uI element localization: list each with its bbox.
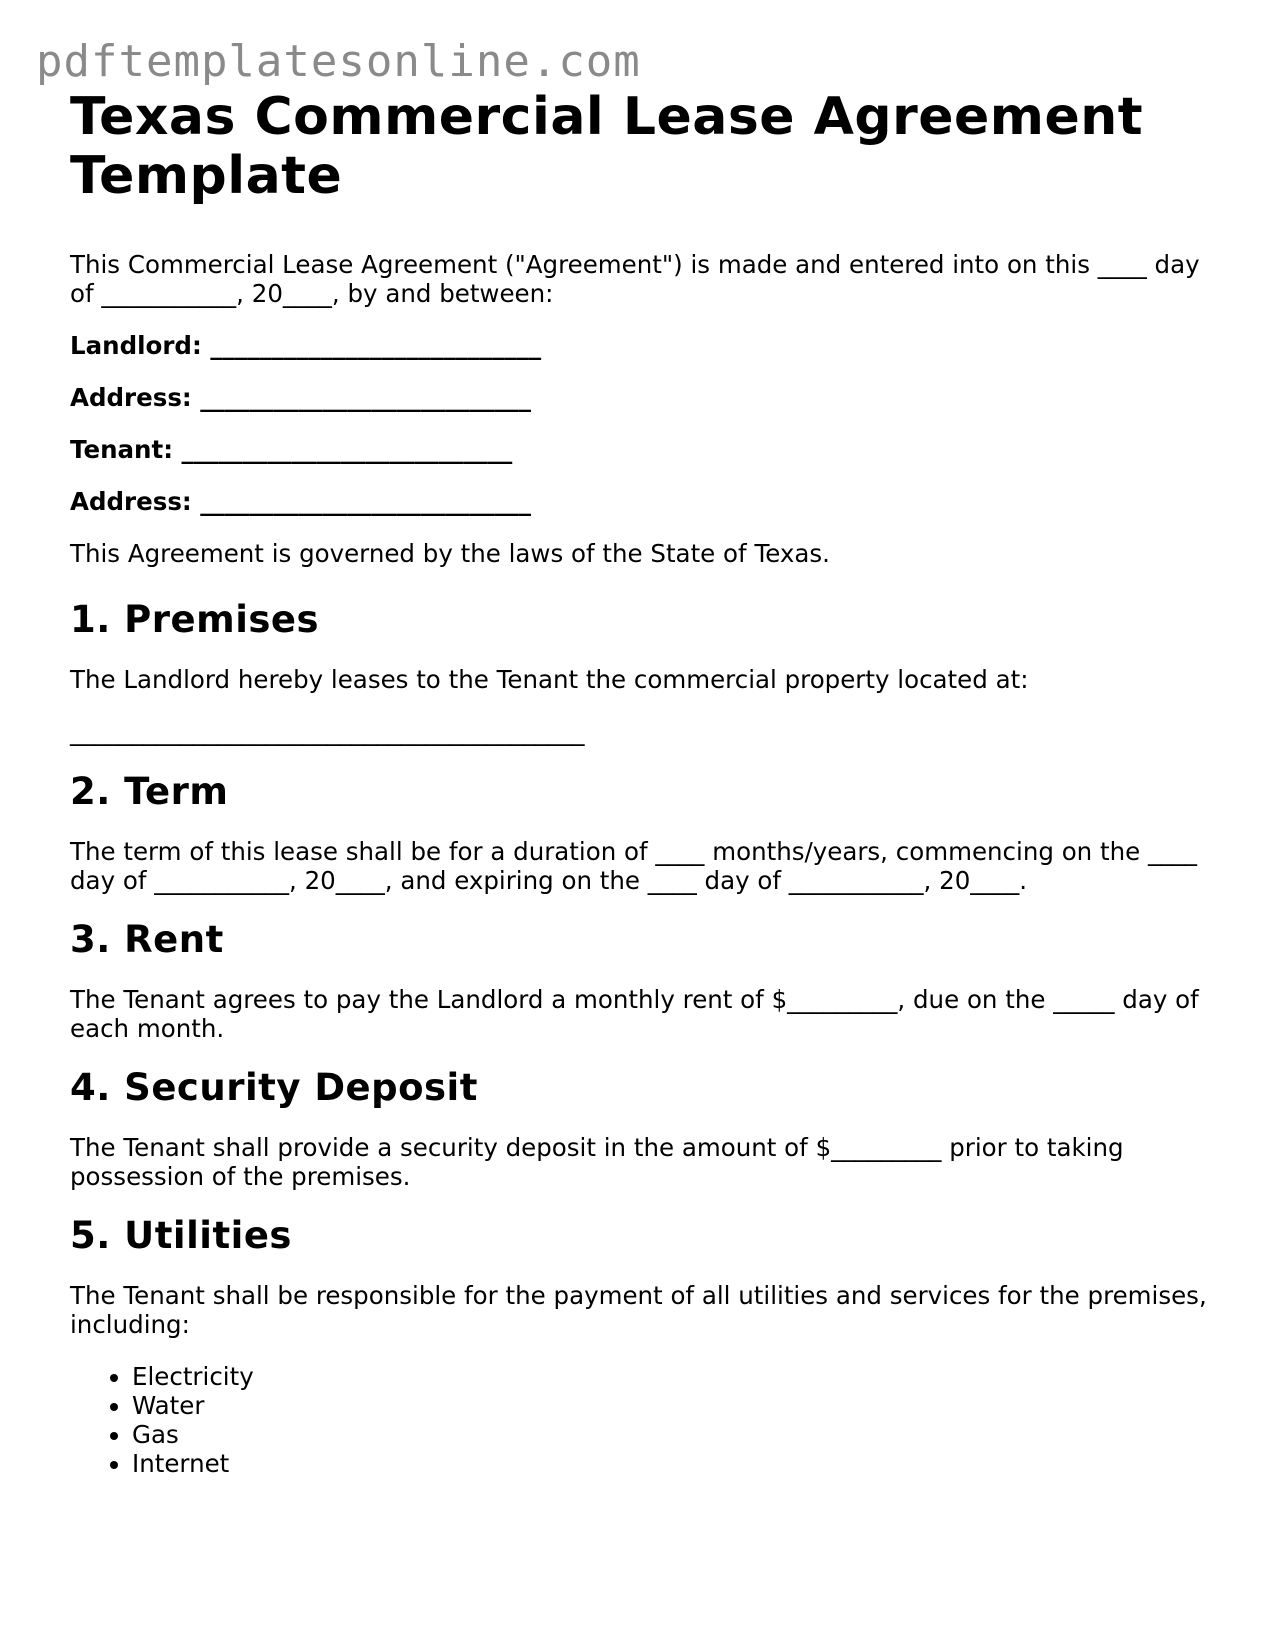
premises-text: The Landlord hereby leases to the Tenant the commercial property located at: xyxy=(70,665,1029,694)
utilities-text: The Tenant shall be responsible for the payment of all utilities and services for the premises, including: xyxy=(70,1281,1207,1339)
document-body xyxy=(70,88,1210,1478)
landlord-blank[interactable]: ___________________________ xyxy=(210,331,542,360)
landlord-address-field xyxy=(70,383,1210,412)
tenant-field xyxy=(70,435,1210,464)
section-heading-term: 2. Term xyxy=(70,770,229,813)
section-heading-security-deposit: 4. Security Deposit xyxy=(70,1066,478,1109)
tenant-blank[interactable]: ___________________________ xyxy=(181,435,513,464)
section-heading-rent: 3. Rent xyxy=(70,918,224,961)
landlord-address-blank[interactable]: ___________________________ xyxy=(200,383,531,412)
governing-law: This Agreement is governed by the laws of the State of Texas. xyxy=(70,539,830,568)
landlord-field xyxy=(70,331,1210,360)
premises-address-blank[interactable]: __________________________________________ xyxy=(70,717,585,746)
list-item: • Water xyxy=(132,1391,1210,1420)
watermark: pdftemplatesonline.com xyxy=(36,36,641,87)
rent-text: The Tenant agrees to pay the Landlord a monthly rent of $_________, due on the _____ day of each month. xyxy=(70,985,1199,1043)
section-heading-premises: 1. Premises xyxy=(70,598,320,641)
tenant-address-blank[interactable]: ___________________________ xyxy=(200,487,531,516)
landlord-address-label: Address: xyxy=(70,383,192,412)
section-heading-utilities: 5. Utilities xyxy=(70,1214,292,1257)
list-item: • Gas xyxy=(132,1420,1210,1449)
intro-paragraph: This Commercial Lease Agreement ("Agreement") is made and entered into on this ____ day of ___________, 20____, by and between: xyxy=(70,250,1200,308)
security-deposit-text: The Tenant shall provide a security deposit in the amount of $_________ prior to taking possession of the premises. xyxy=(70,1133,1124,1191)
tenant-address-field xyxy=(70,487,1210,516)
landlord-label: Landlord: xyxy=(70,331,202,360)
list-item: • Internet xyxy=(132,1449,1210,1478)
tenant-address-label: Address: xyxy=(70,487,192,516)
tenant-label: Tenant: xyxy=(70,435,174,464)
document-title: Texas Commercial Lease Agreement Template xyxy=(70,87,1144,206)
term-text: The term of this lease shall be for a duration of ____ months/years, commencing on the ____ day of ___________, 20____, and expiring on the ____ day of ___________, 20____. xyxy=(70,837,1197,895)
utilities-list xyxy=(70,1362,1210,1478)
list-item: • Electricity xyxy=(132,1362,1210,1391)
